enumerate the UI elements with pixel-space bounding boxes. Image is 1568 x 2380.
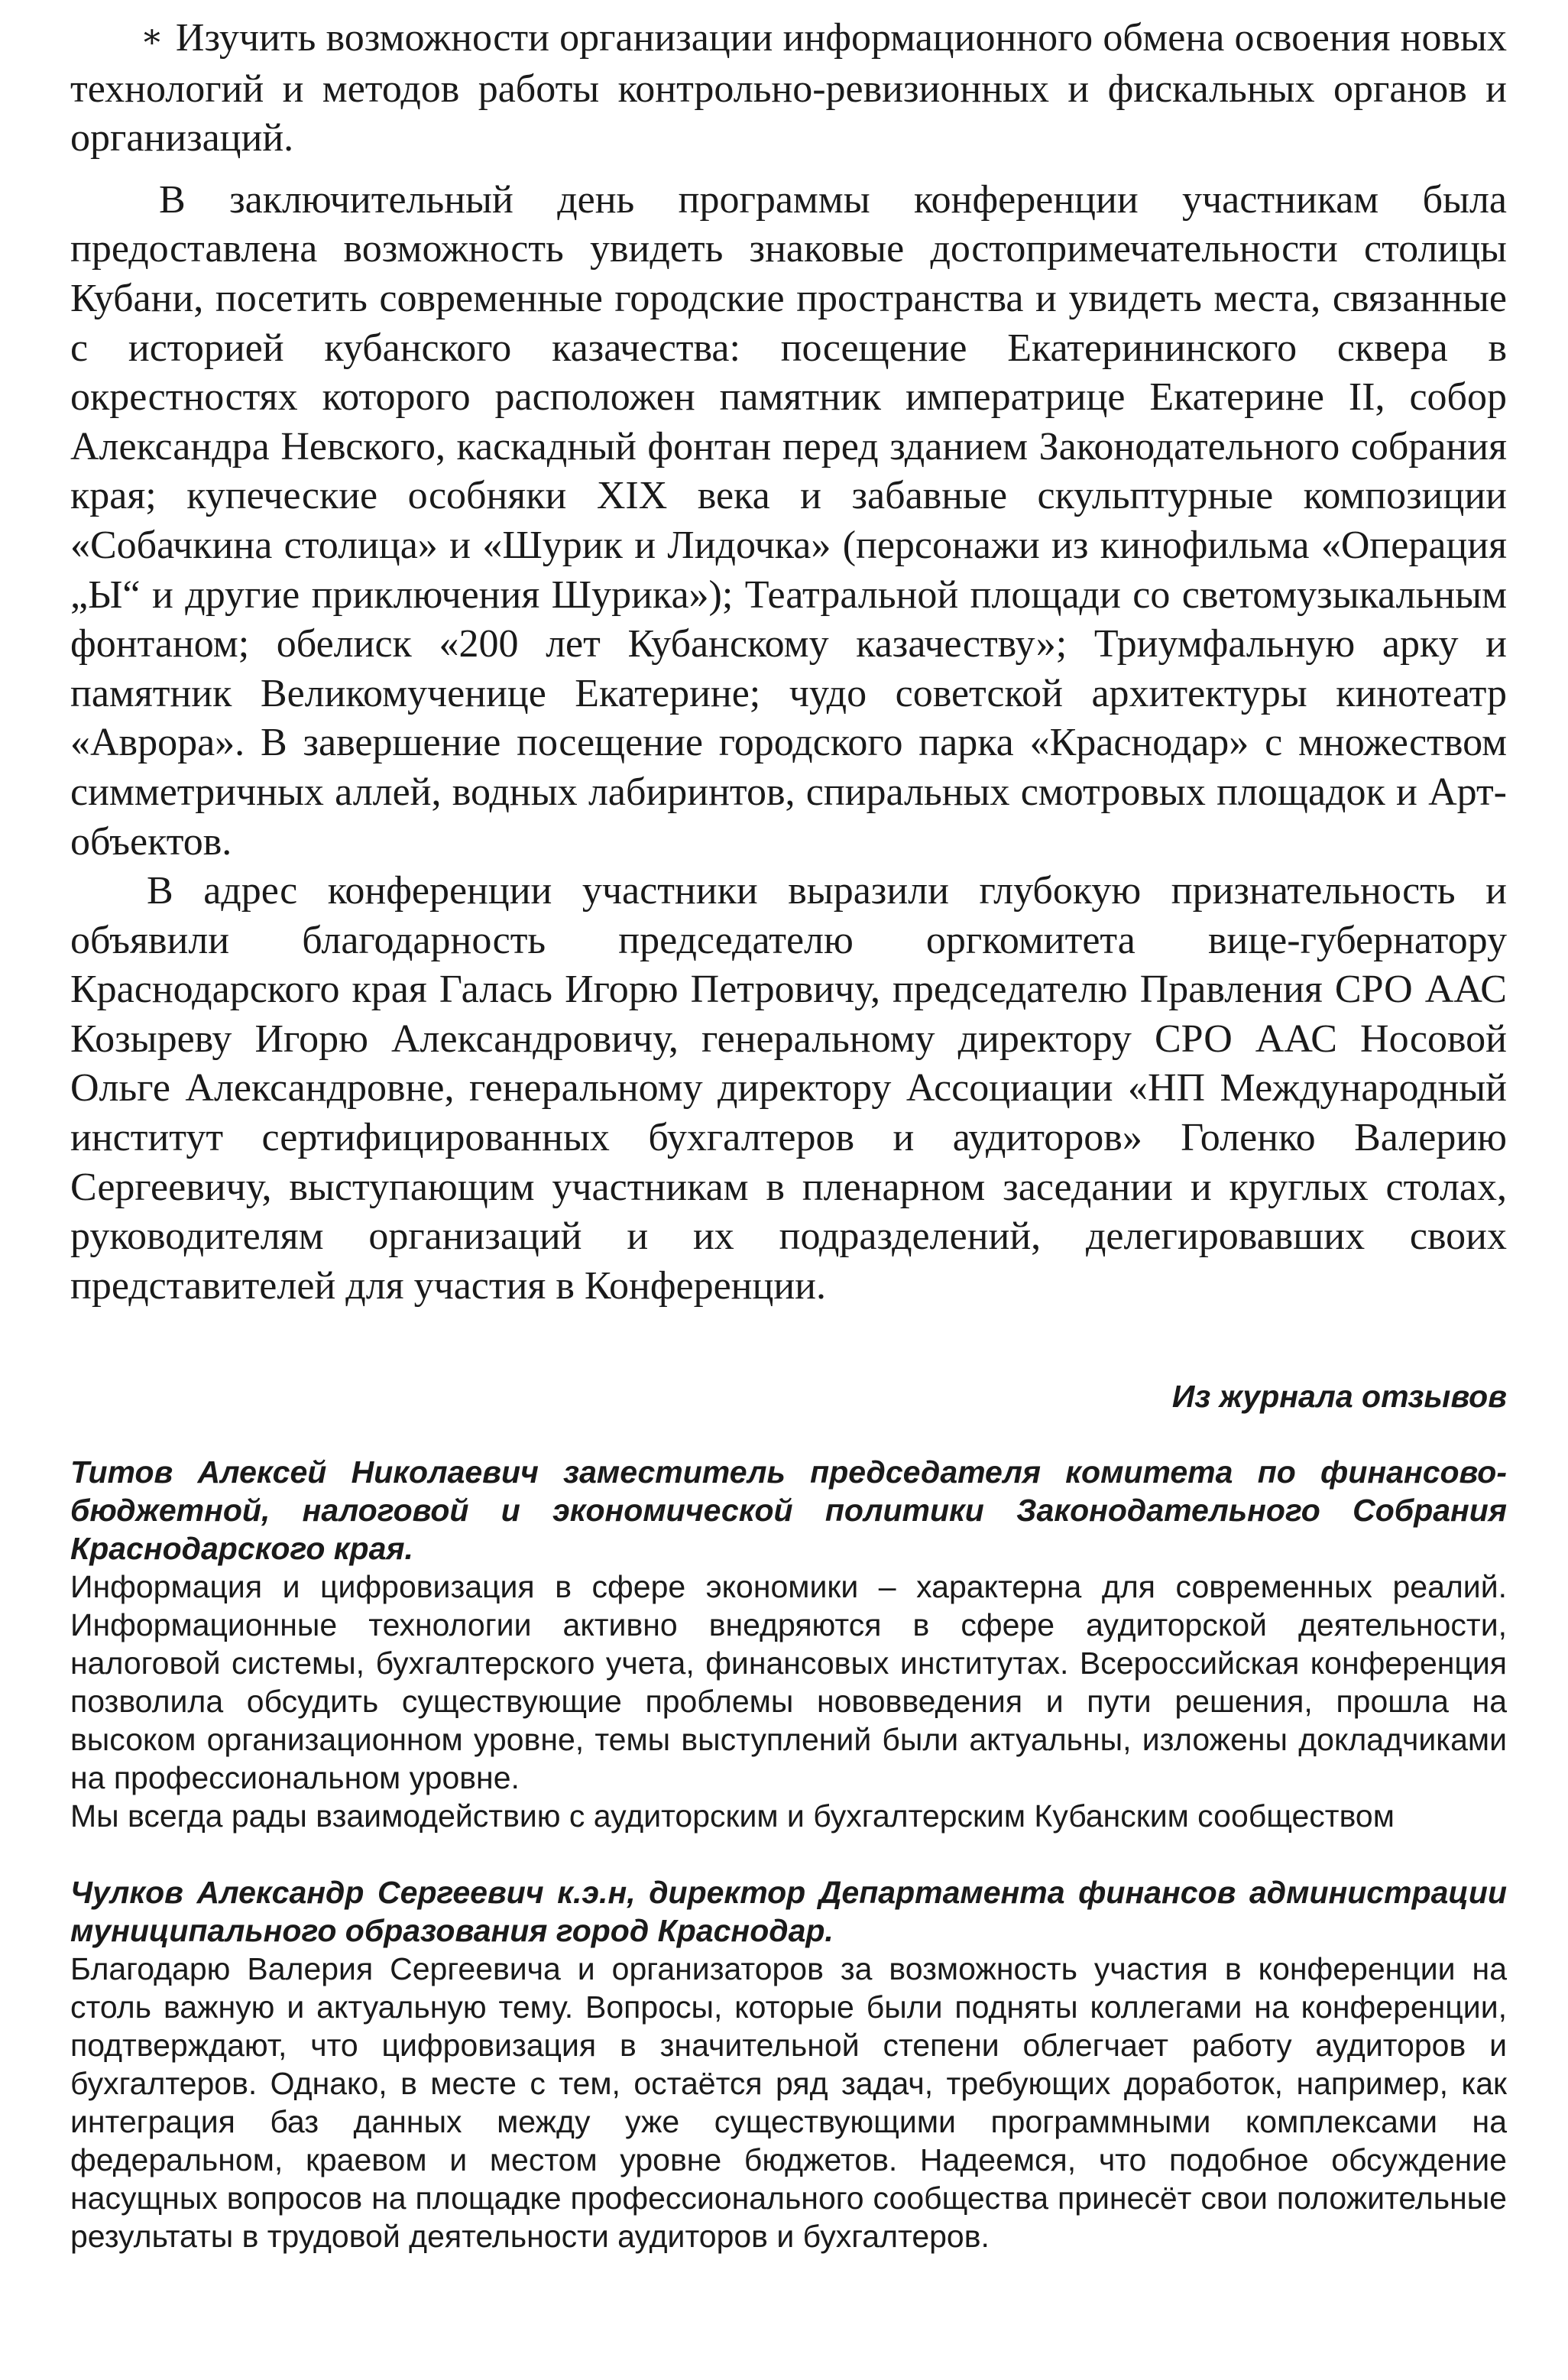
journal-heading: Из журнала отзывов	[1171, 1379, 1507, 1415]
review-item	[70, 1873, 1507, 2255]
paragraph-gratitude: В адрес конференции участники выразили глубокую признательность и объявили благодарность председателю оргкомитета вице-губернатору Краснодарского края Галась Игорю Петровичу, председателю Правления СРО ААС Козыреву Игорю Александровичу, генеральному директору СРО ААС Носовой Ольге Александровне, генеральному директору Ассоциации «НП Международный институт сертифицированных бухгалтеров и аудиторов» Голенко Валерию Сергеевичу, выступающим участникам в пленарном заседании и круглых столах, руководителям организаций и их подразделений, делегировавших своих представителей для участия в Конференции.	[70, 869, 1507, 1308]
review-text: Благодарю Валерия Сергеевича и организаторов за возможность участия в конференции на столь важную и актуальную тему. Вопросы, которые были подняты коллегами на конференции, подтверждают, что цифровизация в значительной степени облегчает работу аудиторов и бухгалтеров. Однако, в месте с тем, остаётся ряд задач, требующих доработок, например, как интеграция баз данных между уже существующими программными комплексами на федеральном, краевом и местом уровне бюджетов. Надеемся, что подобное обсуждение насущных вопросов на площадке профессионального сообщества принесёт свои положительные результаты в трудовой деятельности аудиторов и бухгалтеров.	[70, 1951, 1507, 2255]
review-author: Чулков Александр Сергеевич к.э.н, директор Департамента финансов администрации муниципального образования город Краснодар.	[70, 1875, 1507, 1949]
bullet-item	[70, 14, 1507, 164]
review-text-closing: Мы всегда рады взаимодействию с аудиторским и бухгалтерским Кубанским сообществом	[70, 1798, 1395, 1834]
review-text: Информация и цифровизация в сфере экономики – характерна для современных реалий. Информационные технологии активно внедряются в сфере аудиторской деятельности, налоговой системы, бухгалтерского учета, финансовых институтах. Всероссийская конференция позволила обсудить существующие проблемы нововведения и пути решения, прошла на высоком организационном уровне, темы выступлений были актуальны, изложены докладчиками на профессиональном уровне.	[70, 1569, 1507, 1796]
document-page	[70, 14, 1507, 2255]
review-author: Титов Алексей Николаевич заместитель председателя комитета по финансово-бюджетной, налоговой и экономической политики Законодательного Собрания Краснодарского края.	[70, 1454, 1507, 1567]
review-item	[70, 1453, 1507, 1835]
bullet-marker: ∗	[141, 18, 164, 55]
paragraph-excursion: В заключительный день программы конференции участникам была предоставлена возможность увидеть знаковые достопримечательности столицы Кубани, посетить современные городские пространства и увидеть места, связанные с историей кубанского казачества: посещение Екатерининского сквера в окрестностях которого расположен памятник императрице Екатерине II, собор Александра Невского, каскадный фонтан перед зданием Законодательного собрания края; купеческие особняки XIX века и забавные скульптурные композиции «Собачкина столица» и «Шурик и Лидочка» (персонажи из кинофильма «Операция „Ы“ и другие приключения Шурика»); Театральной площади со светомузыкальным фонтаном; обелиск «200 лет Кубанскому казачеству»; Триумфальную арку и памятник Великомученице Екатерине; чудо советской архитектуры кинотеатр «Аврора». В завершение посещение городского парка «Краснодар» с множеством симметричных аллей, водных лабиринтов, спиральных смотровых площадок и Арт-объектов.	[70, 177, 1507, 864]
bullet-text: Изучить возможности организации информационного обмена освоения новых технологий и методов работы контрольно-ревизионных и фискальных органов и организаций.	[70, 16, 1507, 161]
